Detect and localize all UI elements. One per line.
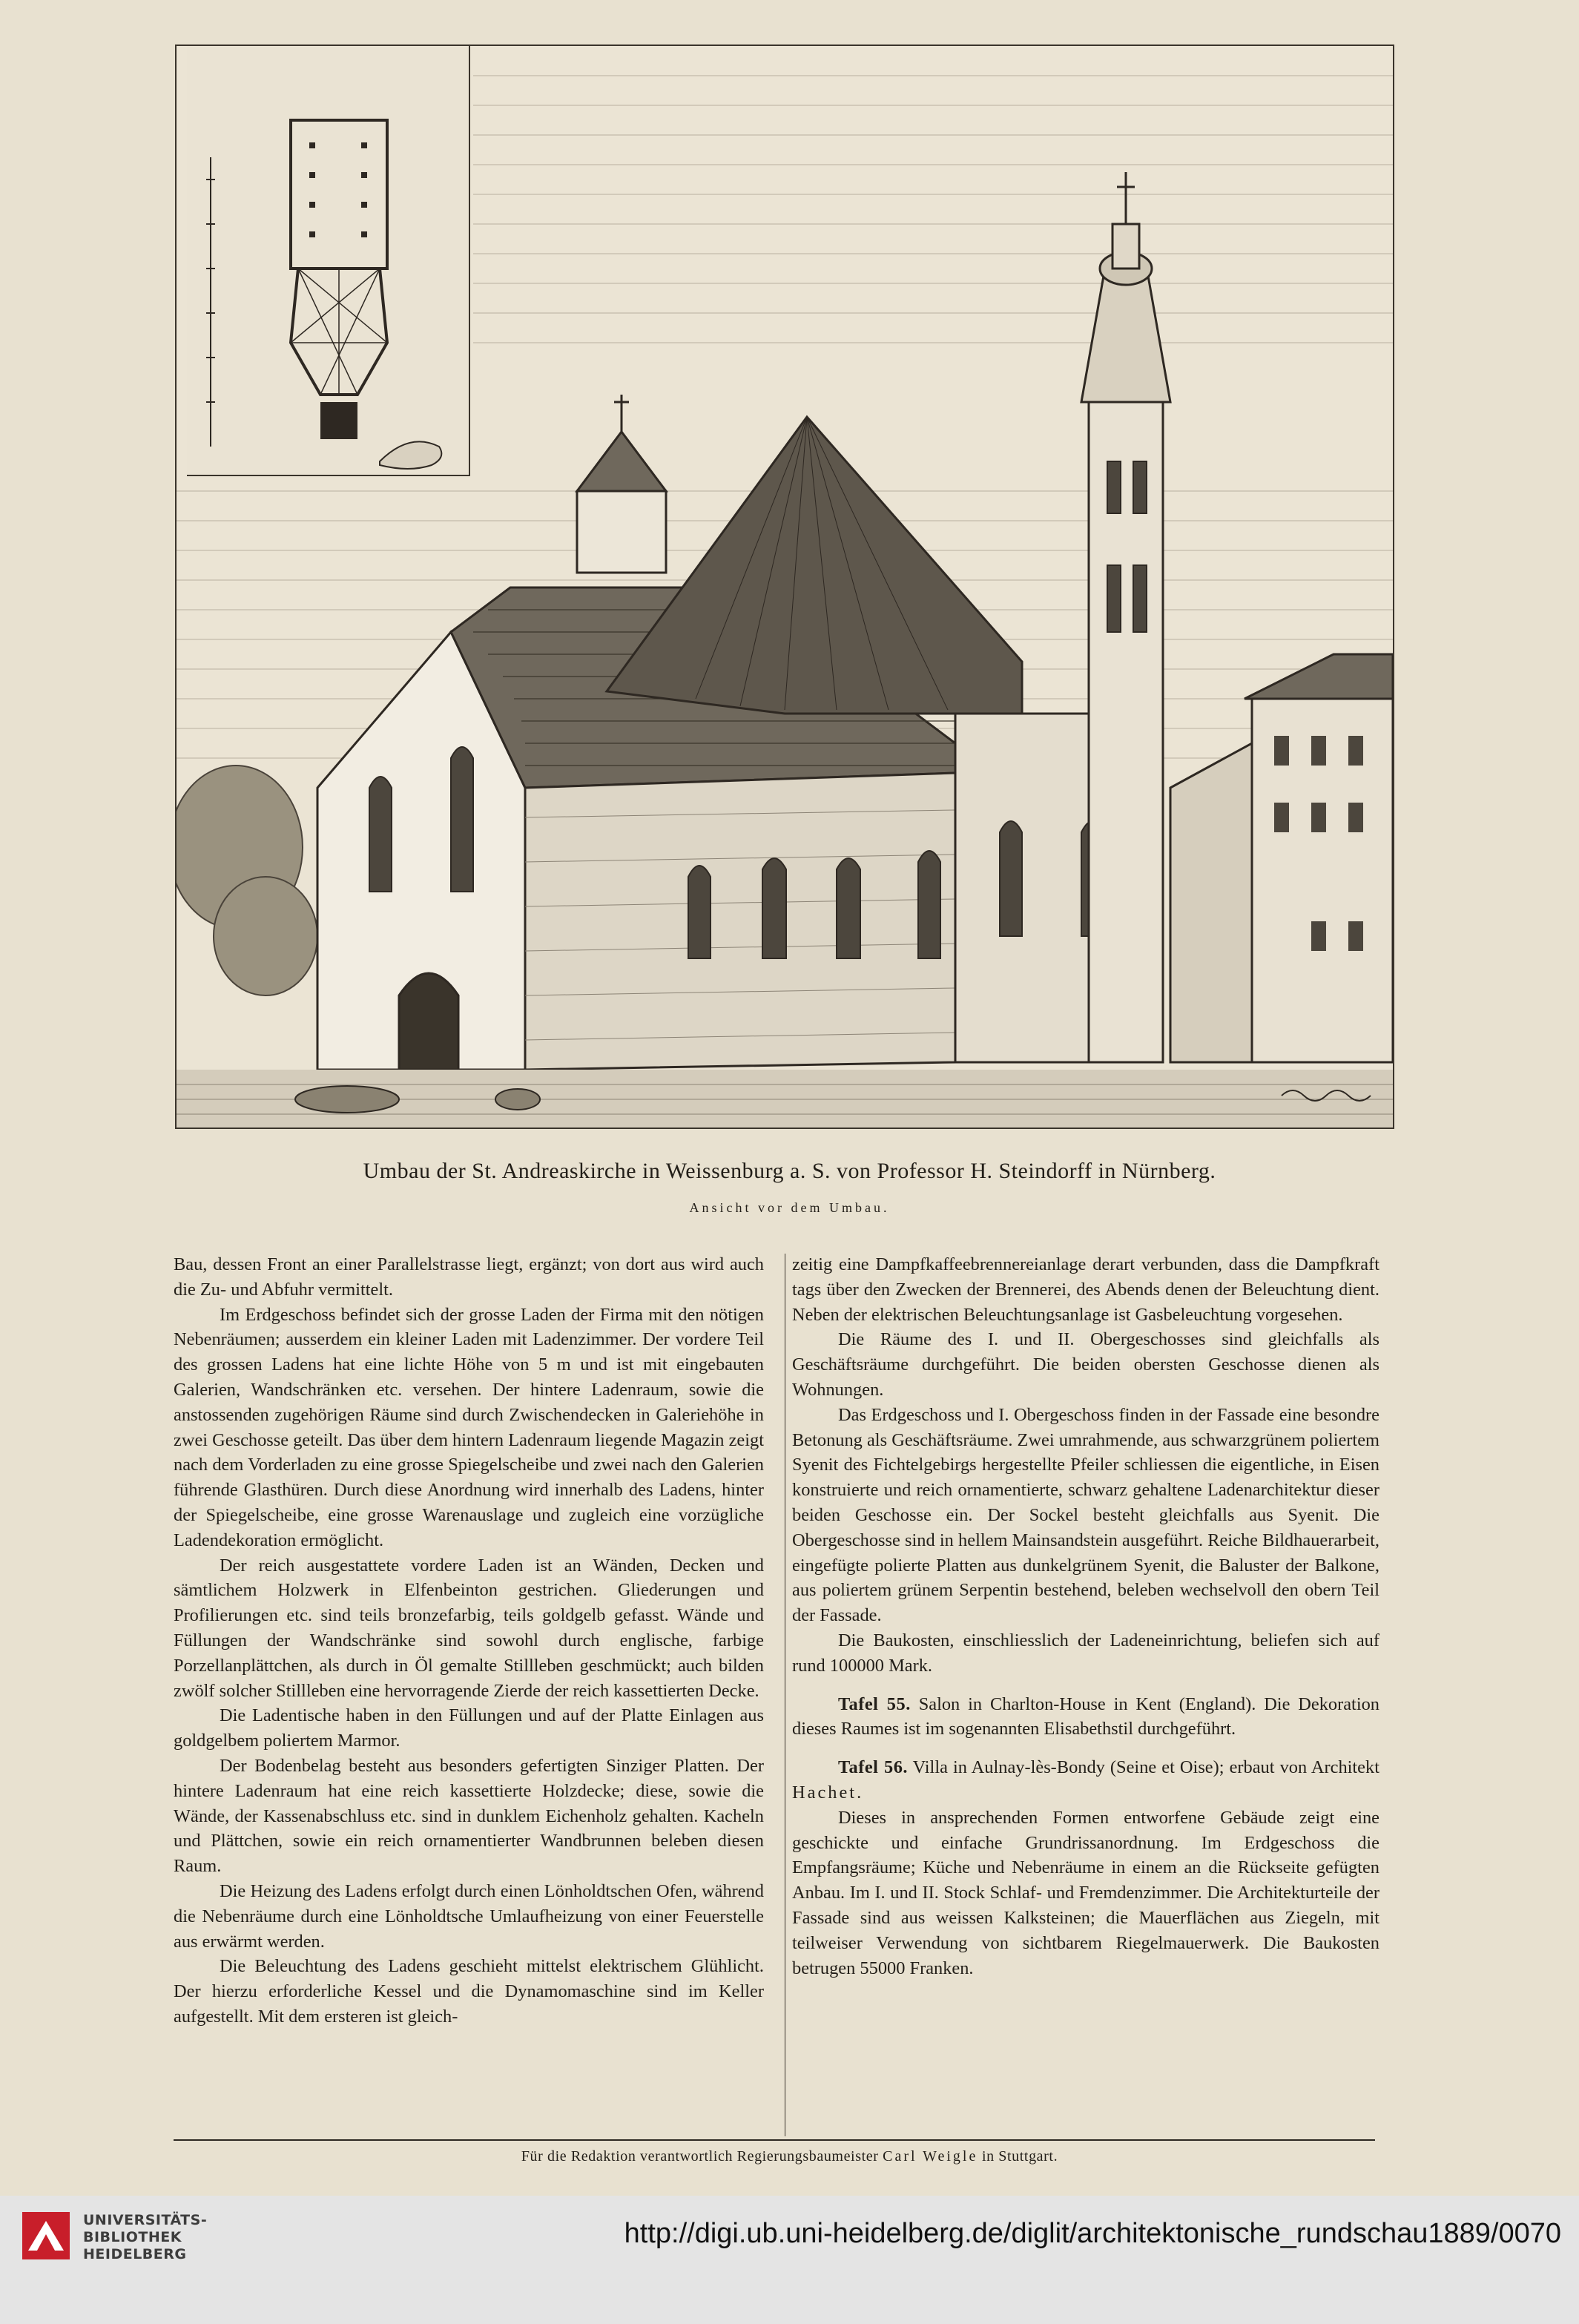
right-paragraph: Die Räume des I. und II. Obergeschosses sind gleichfalls als Geschäftsräume durchgeführt. Die beiden obersten Geschosse dienen als Wohnungen. (792, 1329, 1379, 1400)
left-column (174, 1252, 764, 2030)
left-paragraph: Die Heizung des Ladens erfolgt durch einen Lönholdtschen Ofen, während die Nebenräume durch eine Lönholdtsche Umlaufheizung von einer Feuerstelle aus erwärmt werden. (174, 1880, 764, 1952)
left-paragraph: Im Erdgeschoss befindet sich der grosse Laden der Firma mit den nötigen Nebenräumen; ausserdem ein kleiner Laden mit Ladenzimmer. Der vordere Teil des grossen Ladens hat eine lichte Höhe von 5 m und ist mit eingebauten Galerien, Wandschränken etc. versehen. Der hintere Ladenraum, sowie die anstossenden zugehörigen Räume sind durch Zwischendecken in Galeriehöhe in zwei Geschosse geteilt. Das über dem hintern Ladenraum liegende Magazin zeigt nach dem Vorderladen zu eine grosse Spiegelscheibe und zwei nach den Galerien führende Glasthüren. Durch diese Anordnung wird innerhalb des Ladens, hinter der Spiegelscheibe, eine grosse Warenauslage und zugleich eine vorzügliche Ladendekoration ermöglicht. (174, 1304, 764, 1550)
right-paragraph: Das Erdgeschoss und I. Obergeschoss finden in der Fassade eine besondre Betonung als Geschäftsräume. Zwei umrahmende, aus schwarzgrünem poliertem Syenit des Fichtelgebirgs hergestellte Pfeiler schliessen die eigentliche, in Eisen konstruierte und reich ornamentierte, schwarz gehaltene Ladenarchitektur dieser beiden Geschosse ein. Der Sockel besteht gleichfalls aus Syenit. Die Obergeschosse sind in hellem Mainsandstein ausgeführt. Reiche Bildhauerarbeit, eingefügte polierte Platten aus dunkelgrünem Syenit, die Baluster der Balkone, aus poliertem grünem Serpentin bestehend, beleben wechselvoll den obern Teil der Fassade. (792, 1404, 1379, 1626)
footer-rule (174, 2139, 1375, 2141)
left-paragraph: Bau, dessen Front an einer Parallelstrasse liegt, ergänzt; von dort aus wird auch die Zu- und Abfuhr vermittelt. (174, 1254, 764, 1300)
left-paragraph: Der Bodenbelag besteht aus besonders gefertigten Sinziger Platten. Der hintere Ladenraum hat eine reich kassettierte Holzdecke; diese, sowie die Wände, der Kassenabschluss etc. sind in dunklem Eichenholz gehalten. Kacheln und Plättchen, sowie ein reich ornamentierter Wandbrunnen beleben diesen Raum. (174, 1755, 764, 1877)
plate-caption: Umbau der St. Andreaskirche in Weissenburg a. S. von Professor H. Steindorff in Nürnberg. (363, 1159, 1216, 1183)
right-paragraph: Dieses in ansprechenden Formen entworfene Gebäude zeigt eine geschickte und einfache Grundrissanordnung. Im Erdgeschoss die Empfangsräume; Küche und Nebenräume in einem an die Rückseite gefügten Anbau. Im I. und II. Stock Schlaf- und Fremdenzimmer. Die Architekturteile der Fassade sind aus weissen Kalksteinen; die Mauerflächen aus Ziegeln, mit teilweiser Verwendung von sichtbarem Riegelmauerwerk. Die Baukosten betrugen 55000 Franken. (792, 1807, 1379, 1978)
bell-tower-icon (1089, 402, 1163, 1062)
tafel-55-label: Tafel 55. (838, 1693, 911, 1714)
editor-note-prefix: Für die Redaktion verantwortlich Regierungsbaumeister (521, 2148, 879, 2165)
editor-name: Carl Weigle (883, 2148, 978, 2165)
library-name-line: HEIDELBERG (83, 2246, 187, 2262)
right-paragraph: zeitig eine Dampfkaffeebrennereianlage derart verbunden, dass die Dampfkraft tags über den Zwecken der Brennerei, des Abends denen der Beleuchtung dient. Neben der elektrischen Beleuchtungsanlage ist Gasbeleuchtung vorgesehen. (792, 1254, 1379, 1325)
library-bar (0, 2196, 1579, 2324)
ground-plan-inset (187, 46, 470, 476)
left-paragraph: Der reich ausgestattete vordere Laden ist an Wänden, Decken und sämtlichem Holzwerk in Elfenbeinton gestrichen. Gliederungen und Profilierungen etc. sind teils bronzefarbig, teils goldgelb gefasst. Wände und Füllungen der Wandschränke sind sowohl durch englische, farbige Porzellanplättchen, als durch in Öl gemalte Stillleben geschmückt; auch bilden zwölf solcher Stillleben eine hervorragende Zierde der reich kassettierten Decke. (174, 1555, 764, 1701)
library-name-line: UNIVERSITÄTS- (83, 2212, 208, 2228)
left-paragraph: Die Beleuchtung des Ladens geschieht mittelst elektrischem Glühlicht. Der hierzu erforderliche Kessel und die Dynamomaschine sind im Keller aufgestellt. Mit dem ersteren ist gleich- (174, 1956, 764, 2027)
church-illustration (175, 45, 1394, 1129)
choir-roof-icon (607, 417, 1022, 714)
right-paragraph: Die Baukosten, einschliesslich der Ladeneinrichtung, beliefen sich auf rund 100000 Mark. (792, 1630, 1379, 1676)
library-name-line: BIBLIOTHEK (83, 2229, 182, 2245)
architect-name: Hachet. (792, 1782, 864, 1803)
tafel-56-text: Villa in Aulnay-lès-Bondy (Seine et Oise); erbaut von Architekt (912, 1757, 1379, 1778)
library-name (83, 2212, 207, 2263)
tafel-55-entry (792, 1692, 1379, 1742)
tafel-55-text: Salon in Charlton-House in Kent (England). Die Dekoration dieses Raumes ist im sogenannten Elisabethstil durchgeführt. (792, 1693, 1379, 1739)
editor-note (0, 2148, 1579, 2165)
left-paragraph: Die Ladentische haben in den Füllungen und auf der Platte Einlagen aus goldgelbem poliertem Marmor. (174, 1705, 764, 1751)
ground-plan-icon (187, 46, 469, 475)
side-wall-icon (525, 773, 955, 1070)
university-logo-icon (22, 2212, 70, 2259)
tafel-56-label: Tafel 56. (838, 1757, 908, 1778)
editor-note-suffix: in Stuttgart. (981, 2148, 1058, 2165)
portal-icon (399, 973, 458, 1070)
tafel-56-entry (792, 1755, 1379, 1805)
right-column (792, 1252, 1379, 1981)
tree-icon (177, 766, 317, 995)
source-url-link[interactable]: http://digi.ub.uni-heidelberg.de/diglit/architektonische_rundschau1889/0070 (624, 2218, 1561, 2249)
plate-subcaption: Ansicht vor dem Umbau. (689, 1200, 890, 1215)
